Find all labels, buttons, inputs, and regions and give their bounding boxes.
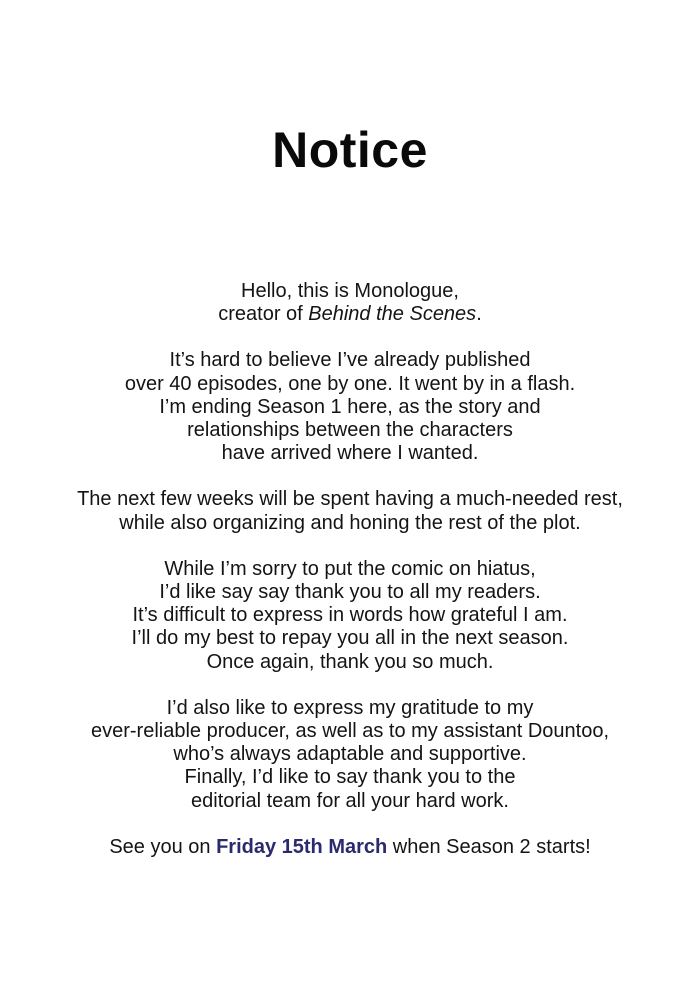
paragraph-4-line: I’d also like to express my gratitude to my xyxy=(166,696,534,719)
intro-line-2-prefix: creator of xyxy=(218,303,309,326)
paragraph-3-line: I’d like say say thank you to all my readers. xyxy=(159,581,541,604)
intro-line-2-suffix: . xyxy=(476,303,482,326)
paragraph-3-line: Once again, thank you so much. xyxy=(206,650,494,673)
intro-line-1: Hello, this is Monologue, xyxy=(241,280,459,302)
notice-body xyxy=(0,280,700,882)
paragraph-4-line: Finally, I’d like to say thank you to the xyxy=(184,766,516,789)
closing-suffix: when Season 2 starts! xyxy=(387,835,591,858)
season-2-date: Friday 15th March xyxy=(216,835,388,858)
paragraph-1-line: It’s hard to believe I’ve already published xyxy=(169,349,531,372)
paragraph-1-line: over 40 episodes, one by one. It went by in a flash. xyxy=(124,372,576,395)
paragraph-4-line: editorial team for all your hard work. xyxy=(191,789,509,812)
paragraph-1-line: relationships between the characters xyxy=(187,419,513,442)
closing-paragraph xyxy=(0,836,700,859)
paragraph-4-line: ever-reliable producer, as well as to my assistant Dountoo, xyxy=(90,720,610,743)
intro-line-2 xyxy=(0,303,700,326)
paragraph-3-line: It’s difficult to express in words how grateful I am. xyxy=(132,604,568,627)
paragraph-3-line: While I’m sorry to put the comic on hiatus, xyxy=(164,557,536,580)
paragraph-2-line: while also organizing and honing the rest of the plot. xyxy=(119,511,581,534)
paragraph-2 xyxy=(0,488,700,534)
comic-title: Behind the Scenes xyxy=(308,303,477,326)
page-title: Notice xyxy=(272,122,428,178)
closing-line xyxy=(0,836,700,859)
paragraph-3 xyxy=(0,558,700,674)
paragraph-1-line: have arrived where I wanted. xyxy=(221,442,479,465)
paragraph-1 xyxy=(0,349,700,465)
paragraph-2-line: The next few weeks will be spent having a much-needed rest, xyxy=(77,488,623,511)
paragraph-3-line: I’ll do my best to repay you all in the next season. xyxy=(131,627,569,650)
intro-paragraph xyxy=(0,280,700,326)
closing-prefix: See you on xyxy=(109,835,217,858)
paragraph-4 xyxy=(0,697,700,813)
paragraph-4-line: who’s always adaptable and supportive. xyxy=(173,743,527,766)
paragraph-1-line: I’m ending Season 1 here, as the story and xyxy=(159,395,541,418)
